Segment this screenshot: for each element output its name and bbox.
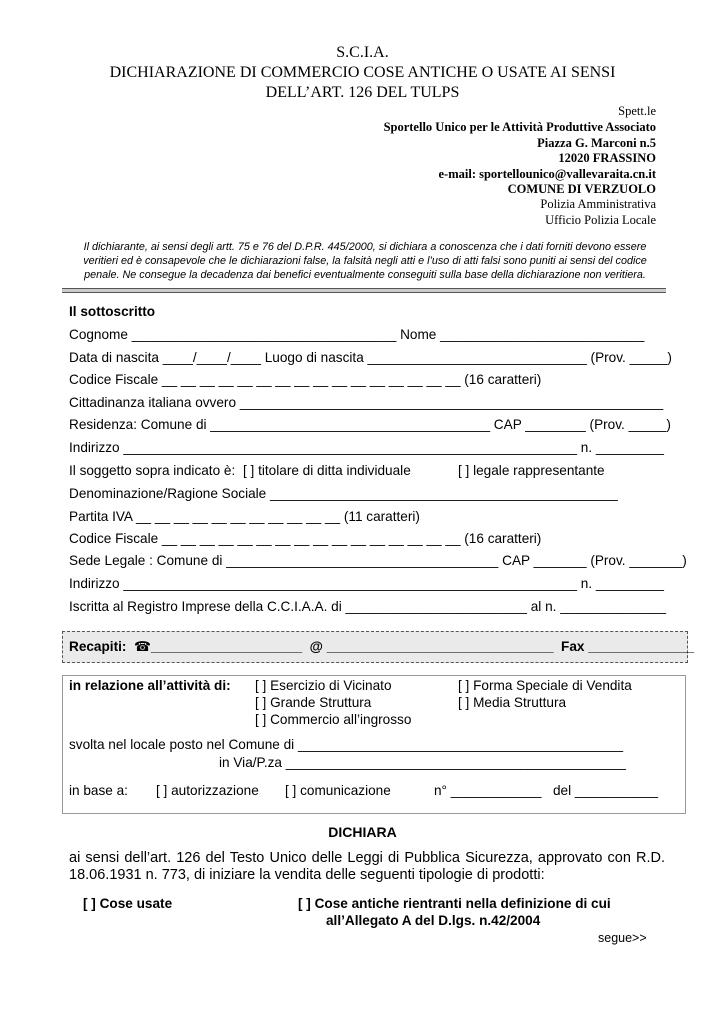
checkbox-forma-speciale[interactable]: [ ] Forma Speciale di Vendita: [458, 678, 632, 693]
recipient-street: Piazza G. Marconi n.5: [537, 136, 656, 150]
section-title: Il sottoscritto: [69, 304, 156, 319]
recipient-office: Sportello Unico per le Attività Produttive Associato: [383, 120, 656, 134]
recapiti-label: Recapiti: [69, 639, 122, 654]
field-via[interactable]: in Via/P.za _____________________________________________: [219, 755, 626, 770]
checkbox-cose-usate[interactable]: [ ] Cose usate: [83, 896, 173, 911]
field-data-luogo-nascita[interactable]: Data di nascita ____/____/____ Luogo di nascita _____________________________ (Prov. _____): [69, 350, 672, 365]
field-residenza[interactable]: Residenza: Comune di _____________________________________ CAP ________ (Prov. _____): [69, 417, 671, 432]
recipient-city: 12020 FRASSINO: [558, 151, 656, 165]
field-registro-imprese[interactable]: Iscritta al Registro Imprese della C.C.I.A.A. di ________________________ al n. ______________: [69, 599, 667, 614]
checkbox-legale-rappresentante[interactable]: [ ] legale rappresentante: [458, 463, 605, 478]
recapiti-box: [62, 631, 695, 663]
checkbox-titolare[interactable]: [ ] titolare di ditta individuale: [243, 463, 411, 478]
recipient-spett: Spett.le: [618, 104, 656, 118]
recapiti-row[interactable]: [69, 639, 694, 655]
cose-antiche-allegato: all’Allegato A del D.lgs. n.42/2004: [326, 913, 541, 928]
field-indirizzo[interactable]: Indirizzo ____________________________________________________________ n. _________: [69, 440, 664, 455]
dichiara-text: ai sensi dell’art. 126 del Testo Unico delle Leggi di Pubblica Sicurezza, approvato con R.D. 18.06.1931 n. 773, di iniziare la vendita delle seguenti tipologie di prodotti:: [69, 850, 665, 883]
field-codice-fiscale[interactable]: Codice Fiscale __ __ __ __ __ __ __ __ __ __ __ __ __ __ __ __ (16 caratteri): [69, 372, 542, 387]
dichiara-title: DICHIARA: [328, 824, 397, 840]
field-sede-legale[interactable]: Sede Legale : Comune di ____________________________________ CAP _______ (Prov. _______): [69, 553, 687, 568]
base-label: in base a:: [69, 783, 128, 798]
field-partita-iva[interactable]: Partita IVA __ __ __ __ __ __ __ __ __ __ __ (11 caratteri): [69, 509, 420, 524]
recipient-comune: COMUNE DI VERZUOLO: [507, 182, 656, 196]
soggetto-label: Il soggetto sopra indicato è:: [69, 463, 236, 478]
checkbox-esercizio-vicinato[interactable]: [ ] Esercizio di Vicinato: [255, 678, 392, 693]
field-del[interactable]: del ___________: [553, 783, 659, 798]
checkbox-media-struttura[interactable]: [ ] Media Struttura: [458, 695, 567, 710]
checkbox-grande-struttura[interactable]: [ ] Grande Struttura: [255, 695, 372, 710]
attivita-label: in relazione all’attività di:: [69, 678, 231, 693]
segue-link: segue>>: [598, 931, 647, 945]
checkbox-autorizzazione[interactable]: [ ] autorizzazione: [156, 783, 259, 798]
field-cognome-nome[interactable]: Cognome ___________________________________ Nome ___________________________: [69, 327, 645, 342]
recipient-ufficio: Ufficio Polizia Locale: [545, 213, 656, 227]
field-denominazione[interactable]: Denominazione/Ragione Sociale ______________________________________________: [69, 486, 618, 501]
checkbox-comunicazione[interactable]: [ ] comunicazione: [285, 783, 391, 798]
title-line-1: S.C.I.A.: [336, 44, 389, 61]
field-numero[interactable]: n° ____________: [434, 783, 542, 798]
recipient-dept: Polizia Amministrativa: [540, 197, 656, 211]
title-line-2: DICHIARAZIONE DI COMMERCIO COSE ANTICHE O USATE AI SENSI: [109, 64, 616, 81]
title-line-3: DELL’ART. 126 DEL TULPS: [265, 84, 460, 101]
field-cittadinanza[interactable]: Cittadinanza italiana ovvero ________________________________________________________: [69, 395, 664, 410]
recipient-email: e-mail: sportellounico@vallevaraita.cn.it: [438, 167, 656, 181]
checkbox-cose-antiche[interactable]: [ ] Cose antiche rientranti nella definizione di cui: [298, 896, 611, 911]
field-codice-fiscale-2[interactable]: Codice Fiscale __ __ __ __ __ __ __ __ __ __ __ __ __ __ __ __ (16 caratteri): [69, 531, 542, 546]
disclaimer-text: Il dichiarante, ai sensi degli artt. 75 e 76 del D.P.R. 445/2000, si dichiara a conoscenza che i dati forniti devono essere veritieri ed è consapevole che le dichiarazioni false, la falsità negli atti e l’uso di atti falsi sono puniti ai sensi del codice penale. Ne consegue la decadenza dai benefici eventualmente conseguiti sulla base della dichiarazione non veritiera.: [83, 241, 647, 281]
checkbox-commercio-ingrosso[interactable]: [ ] Commercio all’ingrosso: [255, 712, 412, 727]
field-indirizzo-2[interactable]: Indirizzo ____________________________________________________________ n. _________: [69, 576, 664, 591]
section-divider: [62, 288, 666, 293]
recapiti-fields[interactable]: : ☎____________________ @ ______________________________ Fax ______________: [121, 639, 695, 654]
field-comune-locale[interactable]: svolta nel locale posto nel Comune di ___________________________________________: [69, 737, 624, 752]
